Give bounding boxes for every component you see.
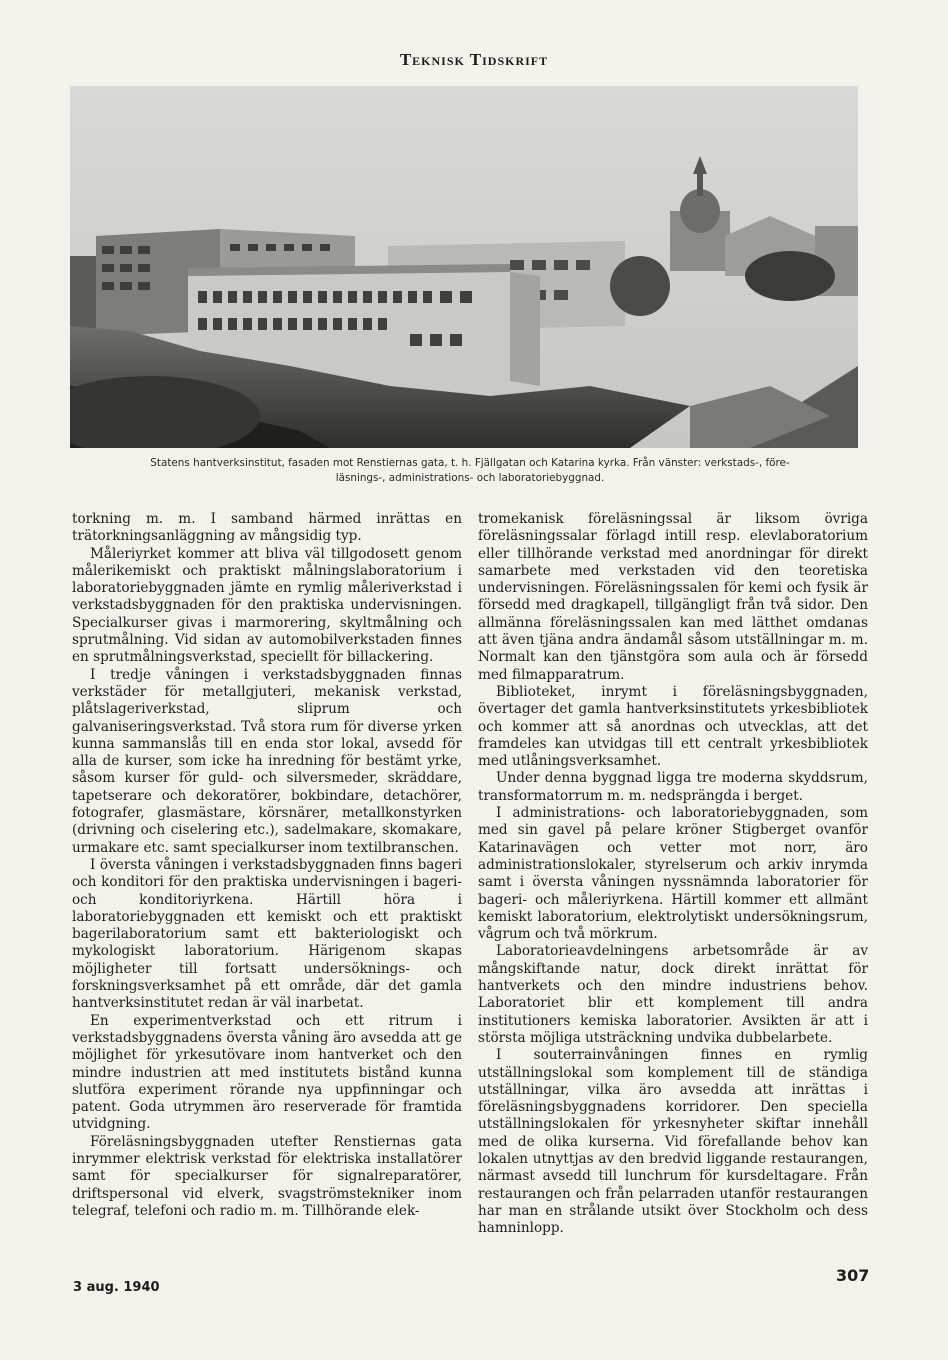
paragraph: I översta våningen i verkstadsbyggnaden finns bageri och konditori för den praktiska undervisningen i bageri- och konditoriyrkena. Härtill höra i laboratoriebyggnaden ett kemiskt och ett praktiskt bagerilaboratorium samt ett bakteriologiskt och mykologiskt laboratorium. Härigenom skapas möjligheter till fortsatt undersöknings- och forskningsverksamhet på ett område, där det gamla hantverksinstitutet redan är väl inarbetat. [72, 856, 462, 1012]
paragraph: Under denna byggnad ligga tre moderna skyddsrum, transformatorrum m. m. nedsprängda i berget. [478, 770, 868, 804]
paragraph: I tredje våningen i verkstadsbyggnaden finnas verkstäder för metallgjuteri, mekanisk verkstad, plåtslageriverkstad, sliprum och galvaniseringsverkstad. Två stora rum för diverse yrken kunna sammanslås till en enda stor lokal, avsedd för alla de kurser, som icke ha inredning för bestämt yrke, såsom kurser för guld- och silversmeder, skräddare, tapetserare och dekoratörer, bokbindare, detachörer, fotografer, glasmästare, körsnärer, metallkonstyrken (drivning och ciselering etc.), sadelmakare, skomakare, urmakare etc. samt specialkurser inom textilbranschen. [72, 666, 462, 856]
figure-caption [70, 456, 870, 486]
page-number: 307 [836, 1266, 870, 1285]
paragraph: torkning m. m. I samband härmed inrättas en trätorkningsanläggning av mångsidig typ. [72, 511, 462, 545]
left-text-column [72, 511, 462, 1220]
building-photograph [70, 86, 858, 448]
paragraph: I souterrainvåningen finnes en rymlig utställningslokal som komplement till de ständiga utställningar, vilka äro avsedda att inrättas i föreläsningsbyggnadens korridorer. Den speciella utställningslokalen för yrkesnyheter skiftar innehåll med de olika kurserna. Vid förefallande behov kan lokalen utnyttjas av den bredvid liggande restaurangen, närmast avsedd till lunchrum för kursdeltagare. Från restaurangen och från pelarraden utanför restaurangen har man en strålande utsikt över Stockholm och dess hamninlopp. [478, 1047, 868, 1237]
paragraph: Biblioteket, inrymt i föreläsningsbyggnaden, övertager det gamla hantverksinstitutets yrkesbibliotek och kommer att så anordnas och utvecklas, att det framdeles kan utvidgas till ett centralt yrkesbibliotek med utlåningsverksamhet. [478, 683, 868, 770]
paragraph: I administrations- och laboratoriebyggnaden, som med sin gavel på pelare kröner Stigberget ovanför Katarinavägen och vetter mot norr, äro administrationslokaler, styrelserum och arkiv inrymda samt i översta våningen nyssnämnda laboratorier för bageri- och måleriyrkena. Härtill kommer ett allmänt kemiskt laboratorium, elektrolytiskt undersökningsrum, vågrum och två mörkrum. [478, 805, 868, 943]
paragraph: Måleriyrket kommer att bliva väl tillgodosett genom målerikemiskt och praktiskt målningslaboratorium i laboratoriebyggnaden jämte en rymlig måleriverkstad i verkstadsbyggnaden för den praktiska undervisningen. Specialkurser givas i marmorering, skyltmålning och sprutmålning. Vid sidan av automobilverkstaden finnes en sprutmålningsverkstad, speciellt för billackering. [72, 545, 462, 666]
paragraph: En experimentverkstad och ett ritrum i verkstadsbyggnadens översta våning äro avsedda att ge möjlighet för yrkesutövare inom hantverket och den mindre industrien att med institutets bistånd kunna slutföra experiment rörande nya uppfinningar och patent. Goda utrymmen äro reserverade för framtida utvidgning. [72, 1012, 462, 1133]
issue-date: 3 aug. 1940 [73, 1280, 160, 1295]
paragraph: Laboratorieavdelningens arbetsområde är av mångskiftande natur, dock direkt inrättat för hantverkets och den mindre industriens behov. Laboratoriet blir ett komplement till andra institutioners kemiska laboratorier. Avsikten är att i största möjliga utsträckning undvika dubbelarbete. [478, 943, 868, 1046]
caption-line-2: läsnings-, administrations- och laboratoriebyggnad. [335, 472, 605, 484]
paragraph: Föreläsningsbyggnaden utefter Renstiernas gata inrymmer elektrisk verkstad för elektriska installatörer samt för specialkurser för signalreparatörer, driftspersonal vid elverk, svagströmstekniker inom telegraf, telefoni och radio m. m. Tillhörande elek- [72, 1133, 462, 1219]
paragraph: tromekanisk föreläsningssal är liksom övriga föreläsningssalar förlagd intill resp. elevlaboratorium eller tillhörande verkstad med anordningar för direkt samarbete med verkstaden vid den teoretiska undervisningen. Föreläsningssalen för kemi och fysik är försedd med dragkapell, tillgängligt från två sidor. Den allmänna föreläsningssalen kan med lätthet omdanas att även tjäna andra ändamål såsom utställningar m. m. Normalt kan den tjänstgöra som aula och är försedd med filmapparatrum. [478, 511, 868, 683]
caption-line-1: Statens hantverksinstitut, fasaden mot Renstiernas gata, t. h. Fjällgatan och Katarina kyrka. Från vänster: verkstads-, före- [150, 457, 790, 469]
journal-title: Teknisk Tidskrift [399, 50, 549, 69]
right-text-column [478, 511, 868, 1237]
building-photo-illustration [70, 86, 858, 448]
